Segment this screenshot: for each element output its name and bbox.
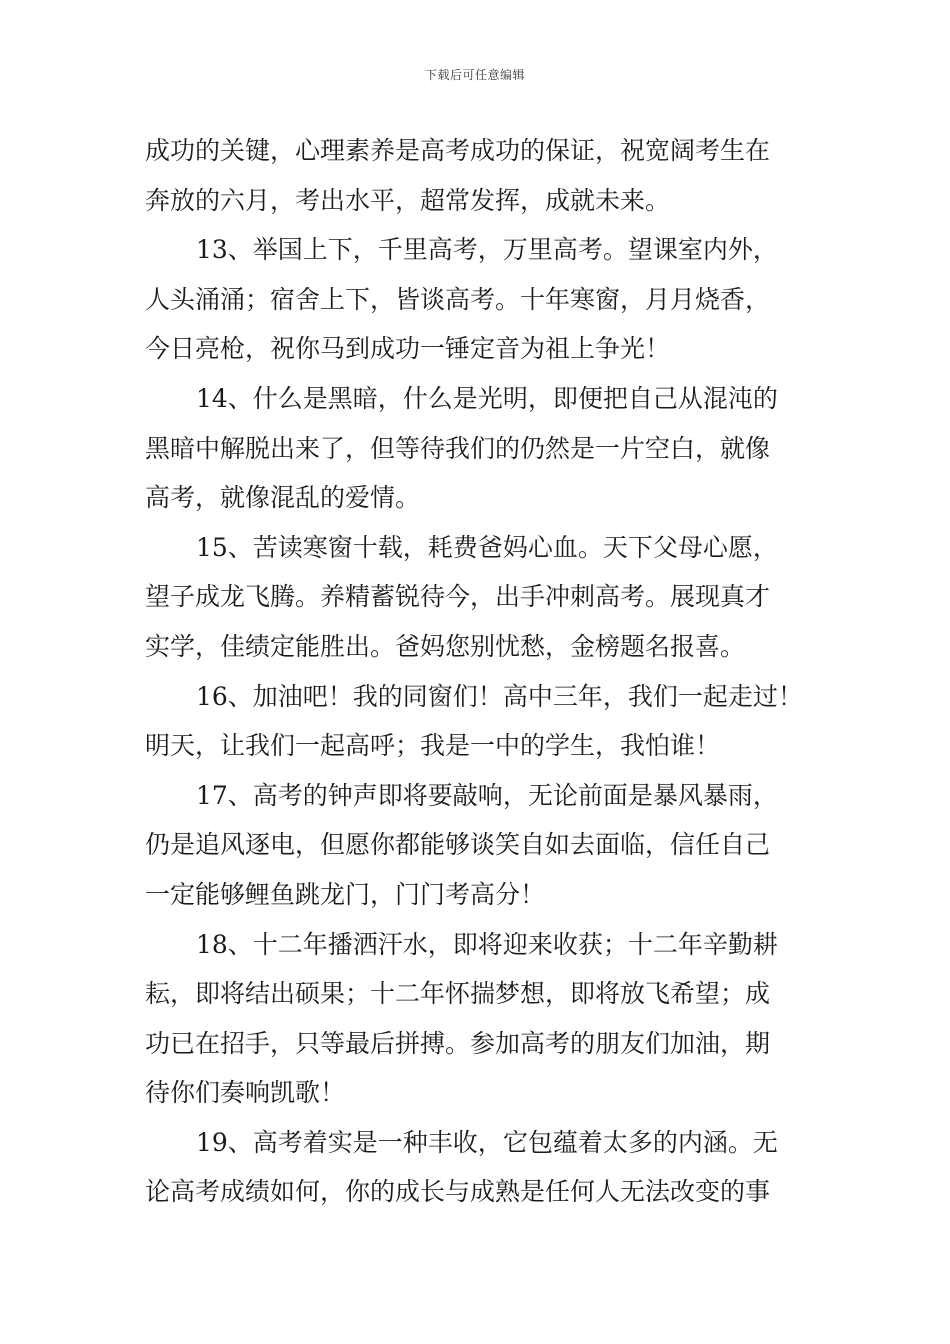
text-line: 16、加油吧！我的同窗们！高中三年，我们一起走过！ <box>196 681 803 711</box>
text-line: 论高考成绩如何，你的成长与成熟是任何人无法改变的事 <box>145 1177 771 1207</box>
text-line: 14、什么是黑暗，什么是光明，即便把自己从混沌的 <box>196 383 778 413</box>
text-line: 17、高考的钟声即将要敲响，无论前面是暴风暴雨， <box>196 780 778 810</box>
page-header: 下载后可任意编辑 <box>424 68 525 82</box>
text-line: 高考，就像混乱的爱情。 <box>145 483 421 513</box>
text-line: 一定能够鲤鱼跳龙门，门门考高分！ <box>145 879 546 909</box>
text-line: 明天，让我们一起高呼；我是一中的学生，我怕谁！ <box>145 731 721 761</box>
text-line: 今日亮枪，祝你马到成功一锤定音为祖上争光！ <box>145 334 671 364</box>
text-line: 功已在招手，只等最后拼搏。参加高考的朋友们加油，期 <box>145 1028 771 1058</box>
text-line: 成功的关键，心理素养是高考成功的保证，祝宽阔考生在 <box>145 136 771 165</box>
text-line: 奔放的六月，考出水平，超常发挥，成就未来。 <box>145 185 671 215</box>
text-line: 耘，即将结出硕果；十二年怀揣梦想，即将放飞希望；成 <box>145 979 771 1009</box>
body-text <box>145 126 817 1217</box>
text-line: 13、举国上下，千里高考，万里高考。望课室内外， <box>196 235 778 265</box>
text-line: 19、高考着实是一种丰收，它包蕴着太多的内涵。无 <box>196 1127 778 1157</box>
text-line: 15、苦读寒窗十载，耗费爸妈心血。天下父母心愿， <box>196 532 778 562</box>
text-line: 仍是追风逐电，但愿你都能够谈笑自如去面临，信任自己 <box>145 830 771 860</box>
text-line: 18、十二年播洒汗水，即将迎来收获；十二年辛勤耕 <box>196 929 778 959</box>
text-line: 实学，佳绩定能胜出。爸妈您别忧愁，金榜题名报喜。 <box>145 631 746 661</box>
text-line: 人头涌涌；宿舍上下，皆谈高考。十年寒窗，月月烧香， <box>145 284 771 314</box>
text-line: 望子成龙飞腾。养精蓄锐待今，出手冲刺高考。展现真才 <box>145 582 771 612</box>
text-line: 黑暗中解脱出来了，但等待我们的仍然是一片空白，就像 <box>145 433 771 463</box>
text-line: 待你们奏响凯歌！ <box>145 1078 346 1108</box>
